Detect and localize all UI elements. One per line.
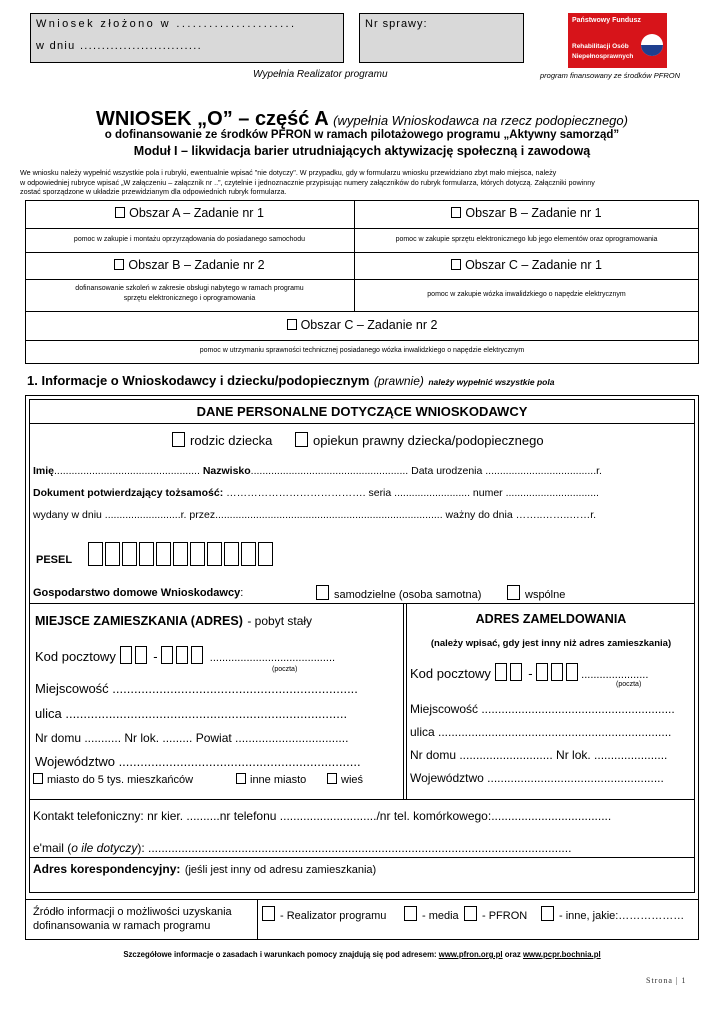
village-checkbox[interactable] [327, 773, 337, 784]
voivodeship-field[interactable]: Województwo ................................................................... [35, 754, 361, 769]
correspondence-label: Adres korespondencyjny: [33, 862, 181, 876]
area-c1-desc: pomoc w zakupie wózka inwalidzkiego o napędzie elektrycznym [427, 291, 626, 298]
registration-heading: ADRES ZAMELDOWANIA [475, 612, 627, 626]
address-top-line [29, 603, 695, 604]
household-alone[interactable] [316, 585, 481, 601]
form-module: Moduł I – likwidacja barier utrudniających aktywizację społeczną i zawodową [133, 144, 591, 158]
area-a1-desc: pomoc w zakupie i montażu oprzyrządowania do posiadanego samochodu [73, 236, 306, 243]
postal-digit[interactable] [135, 646, 147, 664]
town-other-label: inne miasto [250, 774, 307, 786]
id-document-label: Dokument potwierdzający tożsamość: [33, 487, 224, 499]
program-note: program finansowany ze środków PFRON [540, 71, 681, 80]
case-number-label: Nr sprawy: [365, 18, 428, 30]
household-row [33, 587, 243, 599]
reg-city-field[interactable]: Miejscowość .......................................................... [410, 702, 675, 716]
reg-postal-code-label: Kod pocztowy [410, 666, 491, 681]
area-c2[interactable] [25, 318, 699, 332]
email-field[interactable]: ): ............................................................................................................................... [137, 841, 572, 855]
reg-postal-dash: - [528, 666, 533, 681]
section1-title-note: należy wypełnić wszystkie pola [428, 377, 555, 387]
area-b2-desc-1: dofinansowanie szkoleń w zakresie obsługi nabytego w ramach programu [75, 285, 304, 292]
town-small-label: miasto do 5 tys. mieszkańców [47, 774, 194, 786]
residence-heading-main: MIEJSCE ZAMIESZKANIA (ADRES) [35, 614, 243, 628]
source-divider [257, 899, 258, 940]
area-a1-label: Obszar A – Zadanie nr 1 [129, 206, 264, 220]
footer-oraz: oraz [504, 950, 521, 959]
household-shared-checkbox[interactable] [507, 585, 520, 600]
page-number: Strona | 1 [646, 976, 687, 985]
pesel-digit[interactable] [241, 542, 256, 566]
postal-digit[interactable] [191, 646, 203, 664]
area-c2-desc: pomoc w utrzymaniu sprawności technicznej posiadanego wózka inwalidzkiego o napędzie elektrycznym [199, 347, 525, 354]
reg-post-office-field[interactable]: ...................... [581, 669, 649, 681]
submission-date-label: w dniu ............................ [36, 40, 202, 52]
reg-voivodeship-field[interactable]: Województwo ..................................................... [410, 771, 664, 785]
pesel-digit[interactable] [88, 542, 103, 566]
section1-title [27, 372, 554, 390]
town-small[interactable] [33, 773, 193, 786]
form-subtitle: o dofinansowanie ze środków PFRON w ramach pilotażowego programu „Aktywny samorząd” [104, 129, 620, 141]
address-divider [403, 603, 404, 799]
form-title [0, 108, 724, 131]
postal-dash: - [153, 649, 158, 664]
area-b1-label: Obszar B – Zadanie nr 1 [465, 206, 602, 220]
town-other[interactable] [236, 773, 306, 786]
correspondence-top-line [29, 857, 695, 858]
source-other[interactable] [541, 906, 684, 922]
areas-line [25, 340, 699, 341]
areas-line [25, 311, 699, 312]
section1-title-italic: (prawnie) [373, 374, 424, 388]
household-alone-checkbox[interactable] [316, 585, 329, 600]
pesel-digit[interactable] [258, 542, 273, 566]
name-row[interactable] [33, 465, 602, 477]
household-colon: : [240, 587, 244, 599]
house-number-row[interactable]: Nr domu ........... Nr lok. ......... Powiat .................................. [35, 731, 349, 745]
city-field[interactable]: Miejscowość .................................................................... [35, 681, 358, 696]
area-b1-desc: pomoc w zakupie sprzętu elektronicznego lub jego elementów oraz oprogramowania [395, 236, 658, 243]
source-realizator[interactable] [262, 906, 386, 922]
pcpr-link[interactable]: www.pcpr.bochnia.pl [522, 950, 601, 959]
reg-postal-digit[interactable] [551, 663, 563, 681]
reg-house-number-row[interactable]: Nr domu ............................ Nr lok. ...................... [410, 748, 668, 762]
submission-label: Wniosek złożono w ...................... [36, 18, 297, 30]
instructions-line-3: zostać sporządzone w układzie przewidzianym dla odpowiednich rubryk formularza. [20, 187, 287, 196]
area-b1-checkbox[interactable] [451, 207, 461, 218]
role-guardian-checkbox[interactable] [295, 432, 308, 447]
household-alone-label: samodzielne (osoba samotna) [334, 589, 482, 601]
area-c1[interactable] [354, 258, 699, 272]
pesel-label: PESEL [36, 554, 73, 566]
reg-postal-digit[interactable] [566, 663, 578, 681]
pesel-digit[interactable] [105, 542, 120, 566]
source-pfron-label: - PFRON [482, 910, 528, 922]
town-small-checkbox[interactable] [33, 773, 43, 784]
form-title-main: WNIOSEK „O” – część A [96, 108, 329, 130]
first-name-label: Imię [33, 465, 55, 477]
pesel-digit[interactable] [207, 542, 222, 566]
postal-code-label: Kod pocztowy [35, 649, 116, 664]
postal-code-row[interactable] [35, 646, 335, 664]
area-b1[interactable] [354, 206, 699, 220]
source-other-label[interactable]: - inne, jakie:……………… [559, 910, 685, 922]
post-office-field[interactable]: ......................................... [209, 652, 336, 664]
last-name-field[interactable]: ...................................................... Data urodzenia ......................................r. [250, 465, 602, 477]
source-other-checkbox[interactable] [541, 906, 554, 921]
registration-note: (należy wpisać, gdy jest inny niż adres zamieszkania) [430, 638, 672, 649]
issued-row[interactable]: wydany w dniu ..........................r. przez.............................................................................. ważny do dnia ……..……..……r. [33, 509, 597, 521]
email-prefix: e'mail ( [33, 841, 72, 855]
source-pfron-checkbox[interactable] [464, 906, 477, 921]
pesel-digit[interactable] [139, 542, 154, 566]
role-parent-label: rodzic dziecka [190, 433, 273, 448]
pesel-digit[interactable] [173, 542, 188, 566]
id-document-field[interactable]: …………………………………. seria .......................... numer ................................ [226, 487, 599, 499]
source-realizator-label: - Realizator programu [280, 910, 387, 922]
logo-text-1: Państwowy Fundusz [572, 17, 641, 24]
source-label-1: Źródło informacji o możliwości uzyskania [33, 906, 232, 918]
footer-info-text: Szczegółowe informacje o zasadach i warunkach pomocy znajdują się pod adresem: [123, 950, 437, 959]
household-shared[interactable] [507, 585, 565, 601]
village[interactable] [327, 773, 363, 786]
postal-digit[interactable] [120, 646, 132, 664]
area-a1[interactable] [25, 206, 354, 220]
household-label: Gospodarstwo domowe Wnioskodawcy [33, 587, 241, 599]
role-guardian[interactable] [295, 432, 544, 448]
village-label: wieś [341, 774, 364, 786]
area-a1-checkbox[interactable] [115, 207, 125, 218]
street-field[interactable]: ulica .............................................................................. [35, 706, 348, 721]
pesel-digit[interactable] [224, 542, 239, 566]
source-media[interactable] [404, 906, 459, 922]
pfron-logo [568, 13, 667, 68]
reg-postal-digit[interactable] [510, 663, 522, 681]
pesel-digit[interactable] [156, 542, 171, 566]
role-guardian-label: opiekun prawny dziecka/podopiecznego [313, 433, 544, 448]
source-label-2: dofinansowania w ramach programu [33, 920, 211, 932]
post-office-caption: (poczta) [272, 666, 298, 673]
realizator-note: Wypełnia Realizator programu [253, 69, 388, 80]
area-b2-label: Obszar B – Zadanie nr 2 [128, 258, 265, 272]
source-media-label: - media [422, 910, 459, 922]
source-pfron[interactable] [464, 906, 527, 922]
household-shared-label: wspólne [525, 589, 566, 601]
source-media-checkbox[interactable] [404, 906, 417, 921]
address-divider [406, 603, 407, 799]
reg-street-field[interactable]: ulica ...................................................................... [410, 725, 672, 739]
reg-postal-digit[interactable] [536, 663, 548, 681]
logo-emblem-icon [640, 33, 664, 57]
residence-heading-sub: - pobyt stały [247, 614, 313, 628]
pesel-digit[interactable] [122, 542, 137, 566]
email-italic: o ile dotyczy [71, 841, 138, 855]
area-b2-desc-2: sprzętu elektronicznego i oprogramowania [123, 295, 256, 302]
instructions-line-2: w odpowiedniej rubryce wpisać „W załączeniu – załącznik nr ..”, czytelnie i jednoznacznie przypisując numery załączników do rubryk formularza, których dotyczą. Załączniki powinny [20, 177, 595, 187]
residence-heading [35, 612, 312, 630]
pesel-digit[interactable] [190, 542, 205, 566]
footer-info [0, 950, 724, 959]
source-realizator-checkbox[interactable] [262, 906, 275, 921]
correspondence-row[interactable] [33, 860, 376, 878]
phone-row[interactable]: Kontakt telefoniczny: nr kier. ..........nr telefonu ............................./nr tel. komórkowego:.................................... [33, 809, 612, 823]
reg-postal-digit[interactable] [495, 663, 507, 681]
pfron-link[interactable]: www.pfron.org.pl [438, 950, 503, 959]
town-other-checkbox[interactable] [236, 773, 246, 784]
personal-heading-line [29, 423, 695, 424]
address-bottom-line [29, 799, 695, 800]
personal-heading: DANE PERSONALNE DOTYCZĄCE WNIOSKODAWCY [196, 404, 528, 419]
area-c1-checkbox[interactable] [451, 259, 461, 270]
areas-line [25, 279, 699, 280]
area-c2-label: Obszar C – Zadanie nr 2 [300, 318, 438, 332]
role-parent[interactable] [172, 432, 272, 448]
instructions-line-1: We wniosku należy wypełnić wszystkie pola i rubryki, ewentualnie wpisać "nie dotyczy". W przypadku, gdy w formularzu wniosku przewidziano zbyt mało miejsca, należy [20, 168, 557, 177]
form-title-sub: (wypełnia Wnioskodawca na rzecz podopiecznego) [333, 113, 628, 128]
logo-text-3: Niepełnosprawnych [572, 53, 634, 60]
area-b2-checkbox[interactable] [114, 259, 124, 270]
pesel-field[interactable] [88, 542, 275, 571]
area-c1-label: Obszar C – Zadanie nr 1 [465, 258, 602, 272]
first-name-field[interactable]: .................................................. [54, 465, 200, 477]
last-name-label: Nazwisko [202, 465, 251, 477]
section1-title-main: 1. Informacje o Wnioskodawcy i dziecku/podopiecznym [27, 373, 370, 388]
source-top-line [25, 899, 699, 900]
postal-digit[interactable] [176, 646, 188, 664]
correspondence-note: (jeśli jest inny od adresu zamieszkania) [184, 864, 377, 876]
area-c2-checkbox[interactable] [287, 319, 297, 330]
postal-digit[interactable] [161, 646, 173, 664]
reg-post-office-caption: (poczta) [616, 681, 642, 688]
instructions [20, 168, 710, 197]
areas-line [25, 228, 699, 229]
area-b2[interactable] [25, 258, 354, 272]
role-parent-checkbox[interactable] [172, 432, 185, 447]
areas-line [25, 252, 699, 253]
id-document-row[interactable] [33, 487, 599, 499]
reg-postal-code-row[interactable] [410, 663, 648, 681]
logo-text-2: Rehabilitacji Osób [572, 43, 629, 50]
email-row[interactable] [33, 841, 571, 855]
